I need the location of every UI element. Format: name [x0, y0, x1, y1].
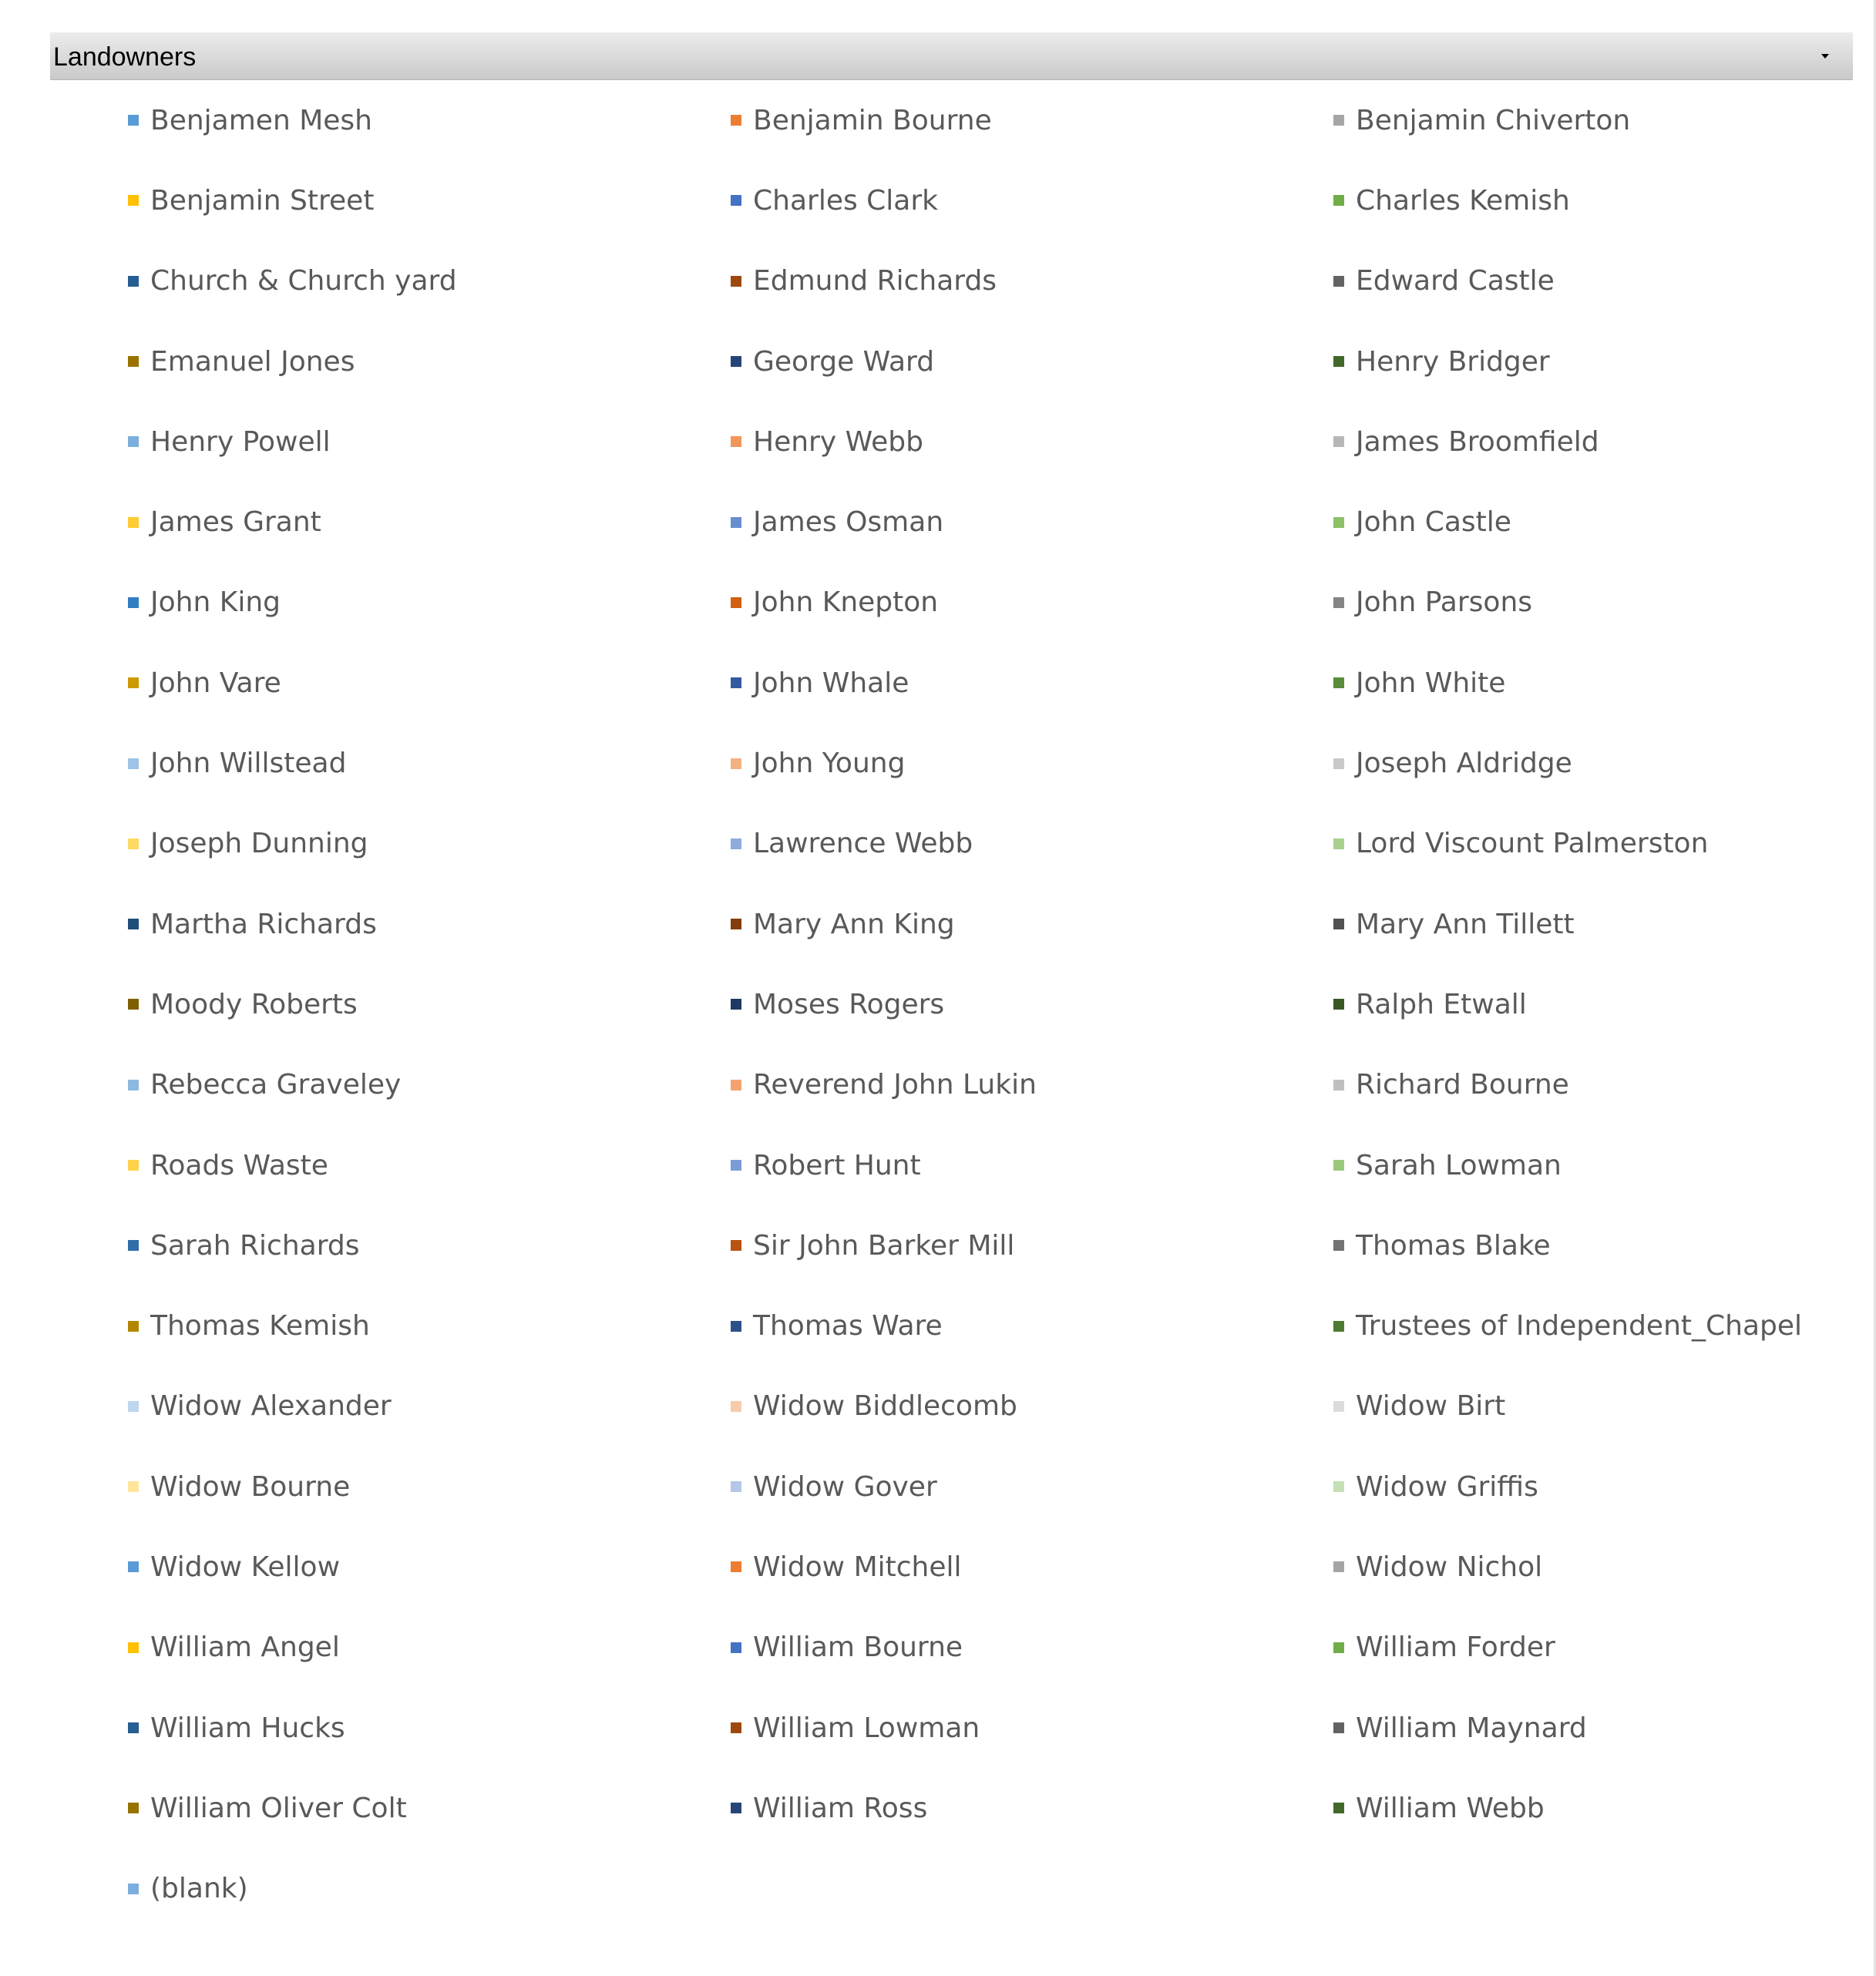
- legend-item[interactable]: [1333, 1527, 1827, 1607]
- legend-item-label: Lawrence Webb: [753, 828, 973, 860]
- legend-item-label: William Bourne: [753, 1632, 963, 1664]
- legend-item[interactable]: [128, 1205, 731, 1285]
- color-swatch-icon: [731, 115, 741, 126]
- color-swatch-icon: [128, 1803, 139, 1813]
- legend-item-label: Church & Church yard: [150, 265, 457, 297]
- legend-item-label: William Oliver Colt: [150, 1792, 407, 1824]
- legend-item[interactable]: [128, 241, 731, 321]
- color-swatch-icon: [128, 1642, 139, 1653]
- legend-item[interactable]: [128, 1285, 731, 1366]
- color-swatch-icon: [1333, 1321, 1344, 1332]
- legend-item[interactable]: [1333, 1285, 1827, 1366]
- color-swatch-icon: [731, 1561, 741, 1572]
- legend-item-label: William Forder: [1356, 1632, 1555, 1664]
- legend-item-label: Robert Hunt: [753, 1149, 921, 1181]
- legend-item[interactable]: [1333, 1205, 1827, 1285]
- legend-item-label: Edmund Richards: [753, 265, 997, 297]
- dropdown-arrow-glyph: [1821, 54, 1829, 59]
- legend-item-label: Widow Bourne: [150, 1470, 351, 1503]
- legend-item[interactable]: [1333, 482, 1827, 562]
- legend-item[interactable]: [731, 321, 1333, 402]
- legend-item[interactable]: [731, 563, 1333, 643]
- legend-item[interactable]: [1333, 723, 1827, 803]
- legend-item[interactable]: [1333, 402, 1827, 482]
- legend-item[interactable]: [731, 241, 1333, 321]
- color-swatch-icon: [128, 597, 139, 608]
- landowner-list: [128, 80, 1827, 1929]
- dropdown-arrow-icon[interactable]: [1816, 32, 1834, 80]
- legend-item-label: Thomas Blake: [1356, 1229, 1551, 1262]
- legend-item[interactable]: [128, 1125, 731, 1205]
- color-swatch-icon: [1333, 838, 1344, 849]
- legend-item[interactable]: [128, 1688, 731, 1768]
- legend-item-label: William Maynard: [1356, 1712, 1587, 1744]
- color-swatch-icon: [1333, 1481, 1344, 1492]
- legend-item-label: Mary Ann Tillett: [1356, 908, 1575, 940]
- color-swatch-icon: [1333, 1240, 1344, 1251]
- legend-item-label: Moses Rogers: [753, 988, 945, 1020]
- legend-item[interactable]: [731, 1366, 1333, 1447]
- legend-item[interactable]: [128, 723, 731, 803]
- legend-item-label: Rebecca Graveley: [150, 1069, 402, 1101]
- color-swatch-icon: [1333, 195, 1344, 206]
- legend-item-label: Charles Kemish: [1356, 184, 1570, 217]
- color-swatch-icon: [731, 276, 741, 287]
- legend-item[interactable]: [731, 723, 1333, 803]
- legend-item-label: Trustees of Independent_Chapel: [1356, 1310, 1803, 1343]
- legend-item[interactable]: [731, 1125, 1333, 1205]
- legend-item[interactable]: [731, 402, 1333, 482]
- legend-item-label: Mary Ann King: [753, 908, 955, 940]
- color-swatch-icon: [731, 1642, 741, 1653]
- color-swatch-icon: [128, 999, 139, 1010]
- legend-item[interactable]: [731, 964, 1333, 1044]
- slicer-header: [50, 32, 1853, 80]
- legend-item[interactable]: [128, 482, 731, 562]
- legend-item-label: Joseph Aldridge: [1356, 748, 1572, 780]
- color-swatch-icon: [1333, 758, 1344, 769]
- color-swatch-icon: [1333, 276, 1344, 287]
- color-swatch-icon: [1333, 1803, 1344, 1813]
- legend-item[interactable]: [128, 1045, 731, 1125]
- color-swatch-icon: [1333, 1561, 1344, 1572]
- legend-item[interactable]: [1333, 241, 1827, 321]
- legend-item-label: John Parsons: [1356, 586, 1533, 619]
- color-swatch-icon: [128, 115, 139, 126]
- legend-item-label: Lord Viscount Palmerston: [1356, 828, 1709, 860]
- color-swatch-icon: [128, 1080, 139, 1090]
- color-swatch-icon: [128, 1401, 139, 1412]
- color-swatch-icon: [128, 1321, 139, 1332]
- legend-item[interactable]: [128, 1366, 731, 1447]
- legend-item[interactable]: [1333, 884, 1827, 964]
- legend-item-label: Henry Bridger: [1356, 345, 1550, 378]
- legend-item[interactable]: [128, 1608, 731, 1688]
- color-swatch-icon: [128, 919, 139, 929]
- legend-item-label: James Osman: [753, 506, 944, 539]
- legend-item[interactable]: [1333, 1768, 1827, 1848]
- legend-item[interactable]: [731, 884, 1333, 964]
- legend-item-label: George Ward: [753, 345, 935, 378]
- legend-item-label: Benjamen Mesh: [150, 104, 372, 136]
- slicer-title: Landowners: [53, 42, 197, 72]
- legend-item[interactable]: [128, 884, 731, 964]
- color-swatch-icon: [128, 436, 139, 447]
- color-swatch-icon: [1333, 677, 1344, 688]
- legend-item-label: Widow Gover: [753, 1470, 937, 1503]
- color-swatch-icon: [1333, 1080, 1344, 1090]
- legend-item-label: Widow Kellow: [150, 1551, 341, 1583]
- legend-item[interactable]: [731, 1768, 1333, 1848]
- legend-item[interactable]: [731, 1205, 1333, 1285]
- color-swatch-icon: [731, 356, 741, 367]
- legend-item[interactable]: [128, 402, 731, 482]
- legend-item-label: Martha Richards: [150, 908, 377, 940]
- legend-item[interactable]: [1333, 1608, 1827, 1688]
- legend-item[interactable]: [1333, 1447, 1827, 1527]
- color-swatch-icon: [1333, 356, 1344, 367]
- legend-item[interactable]: [1333, 1366, 1827, 1447]
- color-swatch-icon: [731, 1160, 741, 1171]
- legend-item-label: Benjamin Chiverton: [1356, 104, 1631, 136]
- legend-item[interactable]: [1333, 80, 1827, 160]
- color-swatch-icon: [731, 758, 741, 769]
- legend-item[interactable]: [128, 1527, 731, 1607]
- legend-item[interactable]: [731, 1608, 1333, 1688]
- color-swatch-icon: [128, 1722, 139, 1733]
- color-swatch-icon: [1333, 1722, 1344, 1733]
- legend-item[interactable]: [128, 964, 731, 1044]
- color-swatch-icon: [731, 195, 741, 206]
- color-swatch-icon: [731, 436, 741, 447]
- color-swatch-icon: [128, 276, 139, 287]
- color-swatch-icon: [731, 1240, 741, 1251]
- color-swatch-icon: [128, 517, 139, 528]
- legend-item-label: John White: [1356, 667, 1506, 699]
- legend-item[interactable]: [731, 160, 1333, 240]
- color-swatch-icon: [128, 356, 139, 367]
- legend-item[interactable]: [128, 80, 731, 160]
- color-swatch-icon: [731, 597, 741, 608]
- legend-item-label: Henry Webb: [753, 425, 923, 458]
- legend-item[interactable]: [128, 1768, 731, 1848]
- legend-item-label: (blank): [150, 1873, 248, 1905]
- color-swatch-icon: [128, 758, 139, 769]
- legend-item-label: Widow Biddlecomb: [753, 1390, 1017, 1423]
- legend-item-label: Thomas Kemish: [150, 1310, 370, 1343]
- legend-item-label: John Castle: [1356, 506, 1511, 539]
- legend-item[interactable]: [1333, 804, 1827, 884]
- legend-item[interactable]: [731, 1045, 1333, 1125]
- color-swatch-icon: [1333, 517, 1344, 528]
- legend-item[interactable]: [1333, 321, 1827, 402]
- color-swatch-icon: [1333, 999, 1344, 1010]
- color-swatch-icon: [1333, 1401, 1344, 1412]
- legend-item-label: Joseph Dunning: [150, 828, 368, 860]
- legend-item[interactable]: [128, 321, 731, 402]
- legend-item[interactable]: [731, 1688, 1333, 1768]
- color-swatch-icon: [731, 838, 741, 849]
- color-swatch-icon: [128, 195, 139, 206]
- legend-item-label: John Knepton: [753, 586, 939, 619]
- legend-item-label: Sir John Barker Mill: [753, 1229, 1015, 1262]
- legend-item[interactable]: [731, 1527, 1333, 1607]
- legend-item[interactable]: [731, 1447, 1333, 1527]
- legend-item[interactable]: [128, 1849, 731, 1929]
- legend-item-label: Widow Alexander: [150, 1390, 392, 1423]
- legend-item[interactable]: [128, 563, 731, 643]
- legend-item-label: John King: [150, 586, 281, 619]
- legend-item[interactable]: [1333, 643, 1827, 723]
- legend-item-label: William Hucks: [150, 1712, 345, 1744]
- legend-item-label: Sarah Lowman: [1356, 1149, 1562, 1181]
- legend-item-label: Widow Griffis: [1356, 1470, 1538, 1503]
- legend-item-label: James Grant: [150, 506, 321, 539]
- legend-item[interactable]: [1333, 1688, 1827, 1768]
- legend-item[interactable]: [731, 804, 1333, 884]
- color-swatch-icon: [731, 1722, 741, 1733]
- legend-item[interactable]: [128, 643, 731, 723]
- legend-item[interactable]: [128, 1447, 731, 1527]
- legend-item-label: Widow Birt: [1356, 1390, 1506, 1423]
- legend-item[interactable]: [1333, 563, 1827, 643]
- color-swatch-icon: [128, 1481, 139, 1492]
- legend-item-label: Richard Bourne: [1356, 1069, 1569, 1101]
- legend-item-label: Reverend John Lukin: [753, 1069, 1037, 1101]
- color-swatch-icon: [128, 1160, 139, 1171]
- legend-item-label: Benjamin Bourne: [753, 104, 992, 136]
- legend-item-label: John Whale: [753, 667, 909, 699]
- color-swatch-icon: [731, 1481, 741, 1492]
- color-swatch-icon: [731, 1803, 741, 1813]
- legend-item-label: William Webb: [1356, 1792, 1545, 1824]
- color-swatch-icon: [731, 677, 741, 688]
- legend-item[interactable]: [1333, 160, 1827, 240]
- color-swatch-icon: [128, 838, 139, 849]
- legend-item-label: Edward Castle: [1356, 265, 1555, 297]
- legend-item-label: Roads Waste: [150, 1149, 328, 1181]
- legend-item-label: William Lowman: [753, 1712, 980, 1744]
- legend-item[interactable]: [731, 482, 1333, 562]
- legend-item-label: Charles Clark: [753, 184, 939, 217]
- color-swatch-icon: [1333, 1160, 1344, 1171]
- color-swatch-icon: [731, 919, 741, 929]
- legend-item-label: Ralph Etwall: [1356, 988, 1527, 1020]
- legend-item-label: Thomas Ware: [753, 1310, 943, 1343]
- legend-item-label: Widow Nichol: [1356, 1551, 1543, 1583]
- color-swatch-icon: [1333, 436, 1344, 447]
- color-swatch-icon: [1333, 115, 1344, 126]
- color-swatch-icon: [128, 1561, 139, 1572]
- color-swatch-icon: [128, 1240, 139, 1251]
- legend-item-label: John Vare: [150, 667, 281, 699]
- color-swatch-icon: [731, 1080, 741, 1090]
- legend-item-label: William Angel: [150, 1632, 340, 1664]
- color-swatch-icon: [1333, 919, 1344, 929]
- legend-item[interactable]: [731, 1285, 1333, 1366]
- color-swatch-icon: [731, 1321, 741, 1332]
- color-swatch-icon: [1333, 1642, 1344, 1653]
- color-swatch-icon: [1333, 597, 1344, 608]
- legend-item[interactable]: [731, 80, 1333, 160]
- legend-item-label: James Broomfield: [1356, 425, 1599, 458]
- legend-item-label: John Young: [753, 748, 906, 780]
- legend-item-label: William Ross: [753, 1792, 928, 1824]
- legend-item[interactable]: [128, 804, 731, 884]
- legend-item-label: Emanuel Jones: [150, 345, 355, 378]
- color-swatch-icon: [128, 677, 139, 688]
- color-swatch-icon: [128, 1884, 139, 1894]
- legend-item[interactable]: [731, 643, 1333, 723]
- legend-item-label: Benjamin Street: [150, 184, 375, 217]
- legend-item[interactable]: [1333, 964, 1827, 1044]
- legend-item-label: John Willstead: [150, 748, 347, 780]
- legend-item[interactable]: [1333, 1125, 1827, 1205]
- legend-item-label: Moody Roberts: [150, 988, 358, 1020]
- legend-item-label: Widow Mitchell: [753, 1551, 962, 1583]
- legend-item-label: Henry Powell: [150, 425, 331, 458]
- legend-item-label: Sarah Richards: [150, 1229, 360, 1262]
- color-swatch-icon: [731, 517, 741, 528]
- color-swatch-icon: [731, 1401, 741, 1412]
- legend-item[interactable]: [128, 160, 731, 240]
- color-swatch-icon: [731, 999, 741, 1010]
- legend-item[interactable]: [1333, 1045, 1827, 1125]
